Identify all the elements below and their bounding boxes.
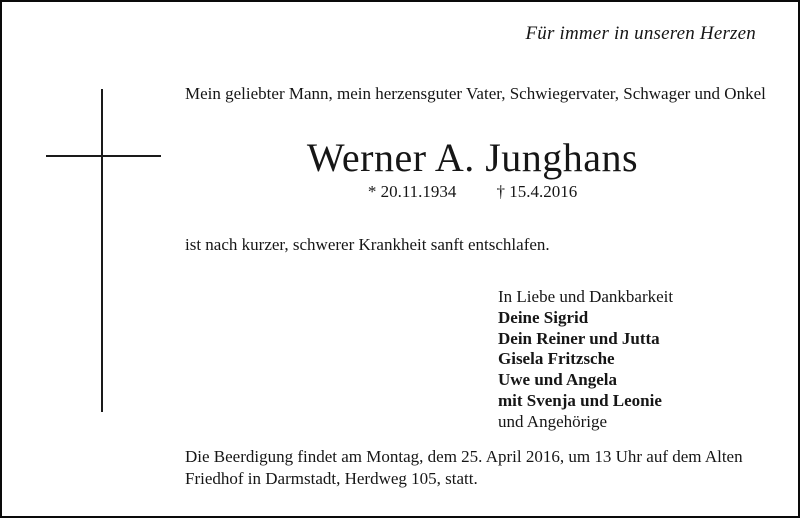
death-statement: ist nach kurzer, schwerer Krankheit sanft entschlafen. (185, 235, 550, 254)
birth-date: * 20.11.1934 (367, 182, 457, 201)
intro-line: Mein geliebter Mann, mein herzensguter Vater, Schwiegervater, Schwager und Onkel (185, 84, 766, 103)
funeral-line-1: Die Beerdigung findet am Montag, dem 25. April 2016, um 13 Uhr auf dem Alten (185, 447, 743, 466)
death-date: † 15.4.2016 (496, 182, 578, 201)
deceased-name: Werner A. Junghans (306, 135, 639, 180)
epigraph-text: Für immer in unseren Herzen (525, 23, 756, 44)
life-dates (185, 182, 760, 202)
mourner-name: Deine Sigrid (498, 307, 589, 327)
mourners-closing-line: In Liebe und Dankbarkeit (498, 287, 674, 306)
mourners-block (498, 287, 673, 433)
mourner-name: Dein Reiner und Jutta (498, 328, 660, 348)
mourners-relatives-line: und Angehörige (498, 411, 608, 431)
mourner-name: mit Svenja und Leonie (498, 390, 662, 410)
mourner-name: Uwe und Angela (498, 370, 618, 390)
funeral-info (185, 446, 760, 489)
cross-horizontal-bar (46, 155, 161, 157)
funeral-line-2: Friedhof in Darmstadt, Herdweg 105, statt. (185, 468, 478, 488)
cross-vertical-bar (101, 89, 103, 412)
mourner-name: Gisela Fritzsche (498, 349, 615, 369)
